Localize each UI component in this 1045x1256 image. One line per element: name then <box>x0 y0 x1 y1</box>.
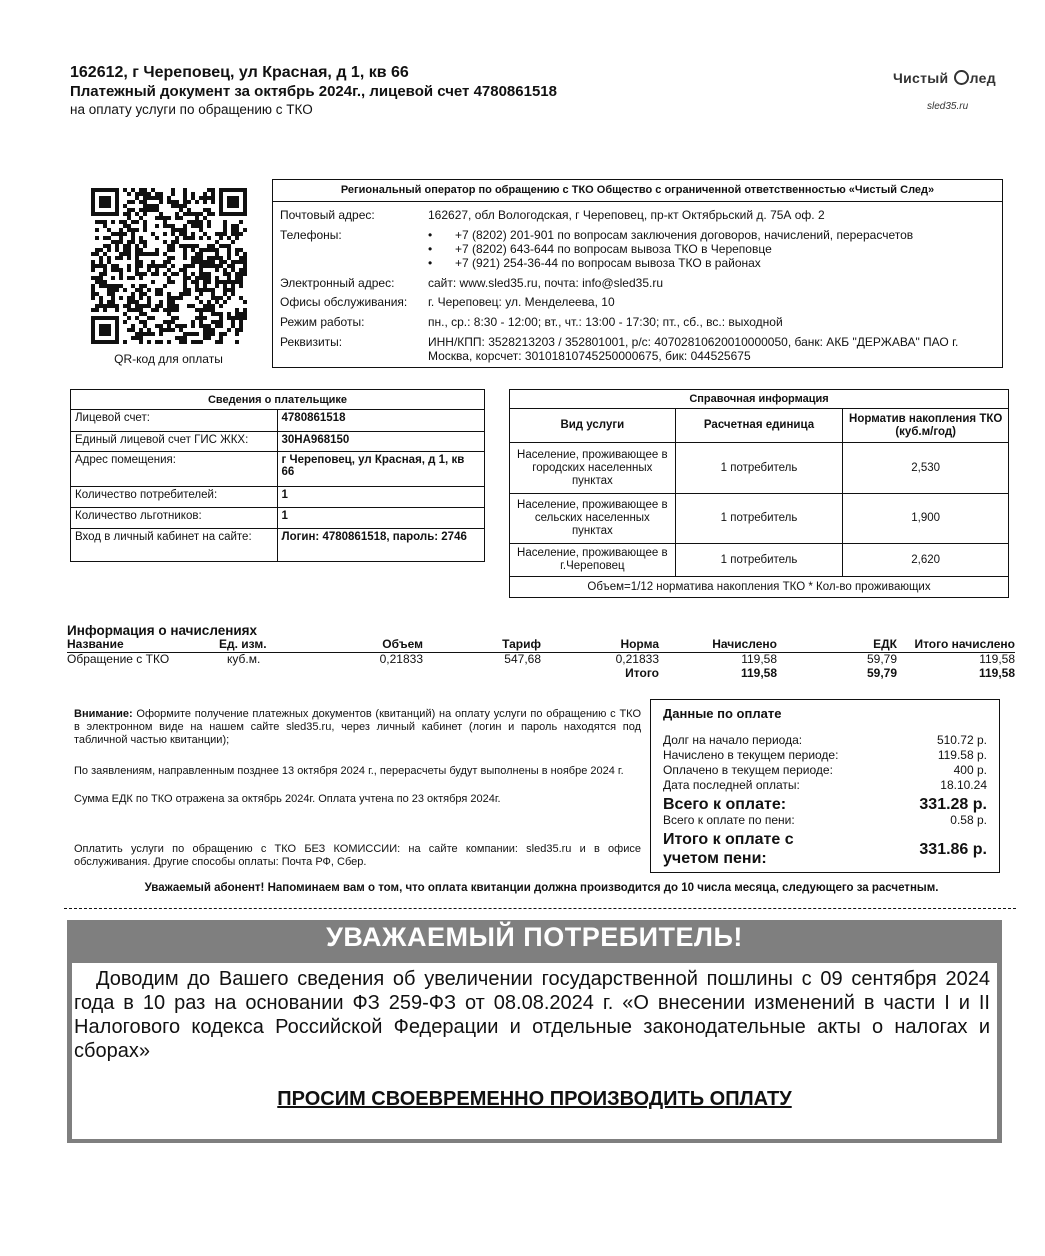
banner-text: Доводим до Вашего сведения об увеличении государственной пошлины с 09 сентября 2024 года в 10 раз на основании ФЗ 259-ФЗ от 08.08.2024 г. «О внесении изменений в части I и II Налогового кодекса Российской Федерации и отдельные законодательные акты о налогах и сборах» <box>74 968 990 1062</box>
table-row <box>510 544 1009 577</box>
logo-site: sled35.ru <box>927 101 969 112</box>
account-number: 4780861518 <box>277 410 484 432</box>
ref-norm: 2,530 <box>843 443 1009 494</box>
ref-norm: 1,900 <box>843 494 1009 544</box>
charges-total-row: Итого 119,58 59,79 119,58 <box>625 665 1015 680</box>
paid-row: Оплачено в текущем периоде: 400 р. <box>663 763 987 777</box>
last-payment-row: Дата последней оплаты: 18.10.24 <box>663 778 987 792</box>
col-header: Тариф <box>423 638 541 652</box>
payer-label: Адрес помещения: <box>71 452 278 487</box>
payer-label: Количество потребителей: <box>71 487 278 508</box>
payer-label: Вход в личный кабинет на сайте: <box>71 529 278 562</box>
reference-title: Справочная информация <box>510 390 1009 409</box>
charges-table <box>67 638 1015 680</box>
table-row <box>510 443 1009 494</box>
ref-unit: 1 потребитель <box>675 443 843 494</box>
grand-total-row: Итого к оплате с учетом пени: 331.86 р. <box>663 831 987 867</box>
payer-title: Сведения о плательщике <box>71 390 485 410</box>
phone-item: • +7 (921) 254-36-44 по вопросам вывоза ТКО в районах <box>428 256 913 270</box>
postal-label: Почтовый адрес: <box>280 208 375 222</box>
phone-item: • +7 (8202) 643-644 по вопросам вывоза ТКО в Череповце <box>428 242 913 256</box>
col-header: Итого начислено <box>897 638 1015 652</box>
col-header: Норма <box>541 638 659 652</box>
accrued-row: Начислено в текущем периоде: 119.58 р. <box>663 748 987 762</box>
recipient-address: 162612, г Череповец, ул Красная, д 1, кв 66 <box>70 64 409 81</box>
table-row <box>510 494 1009 544</box>
offices-label: Офисы обслуживания: <box>280 295 408 309</box>
charges-header-row <box>67 638 1015 652</box>
total-due-row: Всего к оплате: 331.28 р. <box>663 796 987 813</box>
payment-ways-note: Оплатить услуги по обращению с ТКО БЕЗ КОМИССИИ: на сайте компании: sled35.ru и в офисе обслуживания. Другие способы оплаты: Почта РФ, Сбер. <box>74 843 641 868</box>
col-header: Объем <box>349 638 423 652</box>
payer-table <box>70 389 485 562</box>
banner-call-to-action: ПРОСИМ СВОЕВРЕМЕННО ПРОИЗВОДИТЬ ОПЛАТУ <box>277 1088 792 1110</box>
qr-code <box>91 188 247 344</box>
ref-service: Население, проживающее в городских населенных пунктах <box>510 443 676 494</box>
ref-service: Население, проживающее в г.Череповец <box>510 544 676 577</box>
ref-header: Норматив накопления ТКО (куб.м/год) <box>843 409 1009 443</box>
recalc-note: По заявлениям, направленным позднее 13 октября 2024 г., перерасчеты будут выполнены в ноябре 2024 г. <box>74 765 624 777</box>
ref-header: Вид услуги <box>510 409 676 443</box>
cut-line-divider <box>64 908 1016 909</box>
phones-label: Телефоны: <box>280 228 342 242</box>
penalty-row: Всего к оплате по пени: 0.58 р. <box>663 813 987 827</box>
charges-title: Информация о начислениях <box>67 623 258 638</box>
offices-value: г. Череповец: ул. Менделеева, 10 <box>428 295 615 309</box>
col-header: ЕДК <box>777 638 897 652</box>
requisites-value: ИНН/КПП: 3528213203 / 352801001, р/с: 40702810620010000050, банк: АКБ "ДЕРЖАВА" ПАО г. Москва, корсчет: 30101810745250000675, бик: 044525675 <box>428 335 959 363</box>
col-header: Название <box>67 638 219 652</box>
payer-label: Лицевой счет: <box>71 410 278 432</box>
col-header: Ед. изм. <box>219 638 349 652</box>
payment-summary-box <box>650 699 1000 873</box>
ref-header: Расчетная единица <box>675 409 843 443</box>
phone-item: • +7 (8202) 201-901 по вопросам заключения договоров, начислений, перерасчетов <box>428 228 913 242</box>
operator-info-box <box>272 179 1003 368</box>
hours-label: Режим работы: <box>280 315 365 329</box>
payer-label: Количество льготников: <box>71 508 278 529</box>
attention-note: Внимание: Оформите получение платежных документов (квитанций) на оплату услуги по обращению с ТКО в электронном виде на нашем сайте sled35.ru, через личный кабинет (логин и пароль находятся под табличной частью квитанции); <box>74 708 641 746</box>
payment-reminder: Уважаемый абонент! Напоминаем вам о том, что оплата квитанции должна производится до 10 числа месяца, следующего за расчетным. <box>144 882 939 894</box>
payment-title: Данные по оплате <box>663 706 782 721</box>
login-credentials: Логин: 4780861518, пароль: 2746 <box>277 529 484 562</box>
grand-total-value: 331.86 р. <box>919 841 987 858</box>
premises-address: г Череповец, ул Красная, д 1, кв 66 <box>277 452 484 487</box>
ref-service: Население, проживающее в сельских населенных пунктах <box>510 494 676 544</box>
banner-title: УВАЖАЕМЫЙ ПОТРЕБИТЕЛЬ! <box>326 922 743 952</box>
email-value: сайт: www.sled35.ru, почта: info@sled35.ru <box>428 276 664 290</box>
consumers-count: 1 <box>277 487 484 508</box>
col-header: Начислено <box>659 638 777 652</box>
qr-label: QR-код для оплаты <box>114 352 223 366</box>
phones-list <box>428 228 913 270</box>
edk-note: Сумма ЕДК по ТКО отражена за октябрь 2024г. Оплата учтена по 23 октября 2024г. <box>74 793 501 805</box>
debt-row: Долг на начало периода: 510.72 р. <box>663 733 987 747</box>
beneficiaries-count: 1 <box>277 508 484 529</box>
company-logo: Чистый лед <box>893 70 996 86</box>
ref-norm: 2,620 <box>843 544 1009 577</box>
ref-unit: 1 потребитель <box>675 494 843 544</box>
operator-title: Региональный оператор по обращению с ТКО Общество с ограниченной ответственностью «Чистый След» <box>273 180 1002 202</box>
requisites-label: Реквизиты: <box>280 335 343 349</box>
service-subtitle: на оплату услуги по обращению с ТКО <box>70 102 313 117</box>
logo-circle-icon <box>954 70 969 85</box>
email-label: Электронный адрес: <box>280 276 395 290</box>
reference-table <box>509 389 1009 598</box>
payer-label: Единый лицевой счет ГИС ЖКХ: <box>71 432 278 452</box>
hours-value: пн., ср.: 8:30 - 12:00; вт., чт.: 13:00 - 17:30; пт., сб., вс.: выходной <box>428 315 783 329</box>
table-row: Обращение с ТКО куб.м. 0,21833 547,68 0,21833 119,58 59,79 119,58 <box>67 651 1015 666</box>
document-title: Платежный документ за октябрь 2024г., лицевой счет 4780861518 <box>70 83 557 100</box>
gis-account: 30НА968150 <box>277 432 484 452</box>
reference-footnote: Объем=1/12 норматива накопления ТКО * Кол-во проживающих <box>510 577 1009 598</box>
postal-value: 162627, обл Вологодская, г Череповец, пр-кт Октябрьский д. 75А оф. 2 <box>428 208 825 222</box>
ref-unit: 1 потребитель <box>675 544 843 577</box>
